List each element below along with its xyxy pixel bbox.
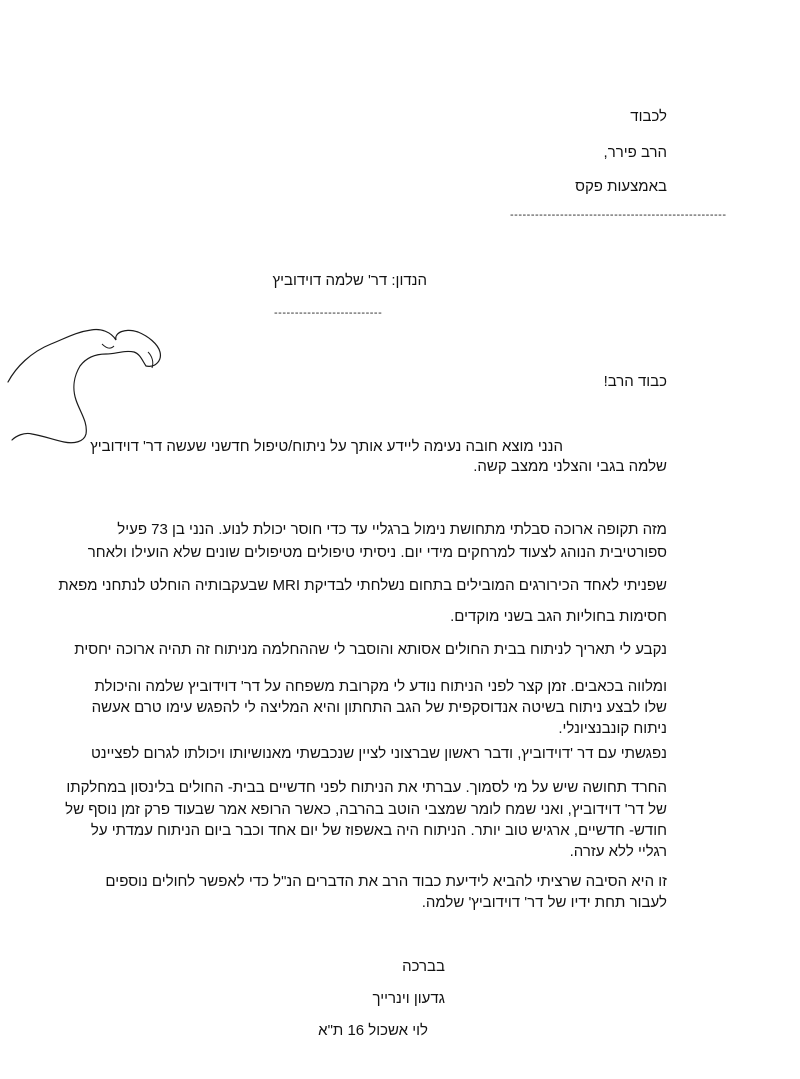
paragraph-8-line-4: רגליי ללא עזרה.: [569, 843, 667, 860]
paragraph-9-line-2: לעבור תחת ידיו של דר' דוידוביץ' שלמה.: [421, 894, 667, 911]
address-recipient: הרב פירר,: [603, 144, 667, 161]
paragraph-2-line-2: ספורטיבית הנוהג לצעוד למרחקים מידי יום. ניסיתי טיפולים מטיפולים שונים שלא הועילו ולאחר: [87, 544, 667, 561]
paragraph-2-line-1: מזה תקופה ארוכה סבלתי מתחושת נימול ברגליי עד כדי חוסר יכולת לנוע. הנני בן 73 פעיל: [117, 521, 667, 538]
paragraph-1-line-1: הנני מוצא חובה נעימה ליידע אותך על ניתוח/טיפול חדשני שעשה דר' דוידוביץ: [90, 438, 563, 455]
paragraph-5-line-1: נקבע לי תאריך לניתוח בבית החולים אסותא והוסבר לי שההחלמה מניתוח זה תהיה ארוכה יחסית: [74, 641, 667, 658]
paragraph-6-line-1: ומלווה בכאבים. זמן קצר לפני הניתוח נודע לי מקרובת משפחה על דר' דוידוביץ שלמה והיכולת: [94, 678, 667, 695]
address-via: באמצעות פקס: [575, 178, 667, 195]
hand-scribble-drawing: [6, 322, 176, 452]
paragraph-6-line-3: ניתוח קונבנציונלי.: [558, 720, 667, 737]
subject-rule: --------------------------: [274, 307, 383, 319]
closing-greeting: בברכה: [402, 958, 445, 975]
paragraph-4-line-1: חסימות בחוליות הגב בשני מוקדים.: [450, 608, 667, 625]
paragraph-7-line-1: נפגשתי עם דר 'דוידוביץ, ודבר ראשון שברצוני לציין שנכבשתי מאנושיותו ויכולתו לגרום לפציינט: [90, 745, 667, 762]
address-rule: ----------------------------------------------------: [510, 209, 727, 221]
address-to: לכבוד: [630, 108, 667, 125]
paragraph-9-line-1: זו היא הסיבה שרציתי להביא לידיעת כבוד הרב את הדברים הנ"ל כדי לאפשר לחולים נוספים: [105, 873, 667, 890]
paragraph-3-line-1: שפניתי לאחד הכירורגים המובילים בתחום נשלחתי לבדיקת MRI שבעקבותיה הוחלט לנתחני מפאת: [58, 577, 667, 594]
subject-line: הנדון: דר' שלמה דוידוביץ: [272, 272, 427, 289]
paragraph-8-line-3: חודש- חדשיים, ארגיש טוב יותר. הניתוח היה באשפוז של יום אחד וכבר ביום הניתוח עמדתי על: [90, 822, 667, 839]
paragraph-1-line-2: שלמה בגבי והצלני ממצב קשה.: [473, 458, 667, 475]
paragraph-8-line-1: החרד תחושה שיש על מי לסמוך. עברתי את הניתוח לפני חדשיים בבית- החולים בלינסון במחלקתו: [66, 779, 667, 796]
closing-signer: גדעון וינרייך: [372, 990, 445, 1007]
salutation: כבוד הרב!: [603, 373, 667, 390]
paragraph-6-line-2: שלו לבצע ניתוח בשיטה אנדוסקפית של הגב התחתון והיא המליצה לי להפגש עימו טרם אעשה: [91, 699, 667, 716]
paragraph-8-line-2: של דר' דוידוביץ, ואני שמח לומר שמצבי הוטב בהרבה, כאשר הרופא אמר שבעוד פרק זמן נוסף של: [65, 801, 667, 818]
closing-date: לוי אשכול 16 ת"א: [318, 1022, 428, 1039]
